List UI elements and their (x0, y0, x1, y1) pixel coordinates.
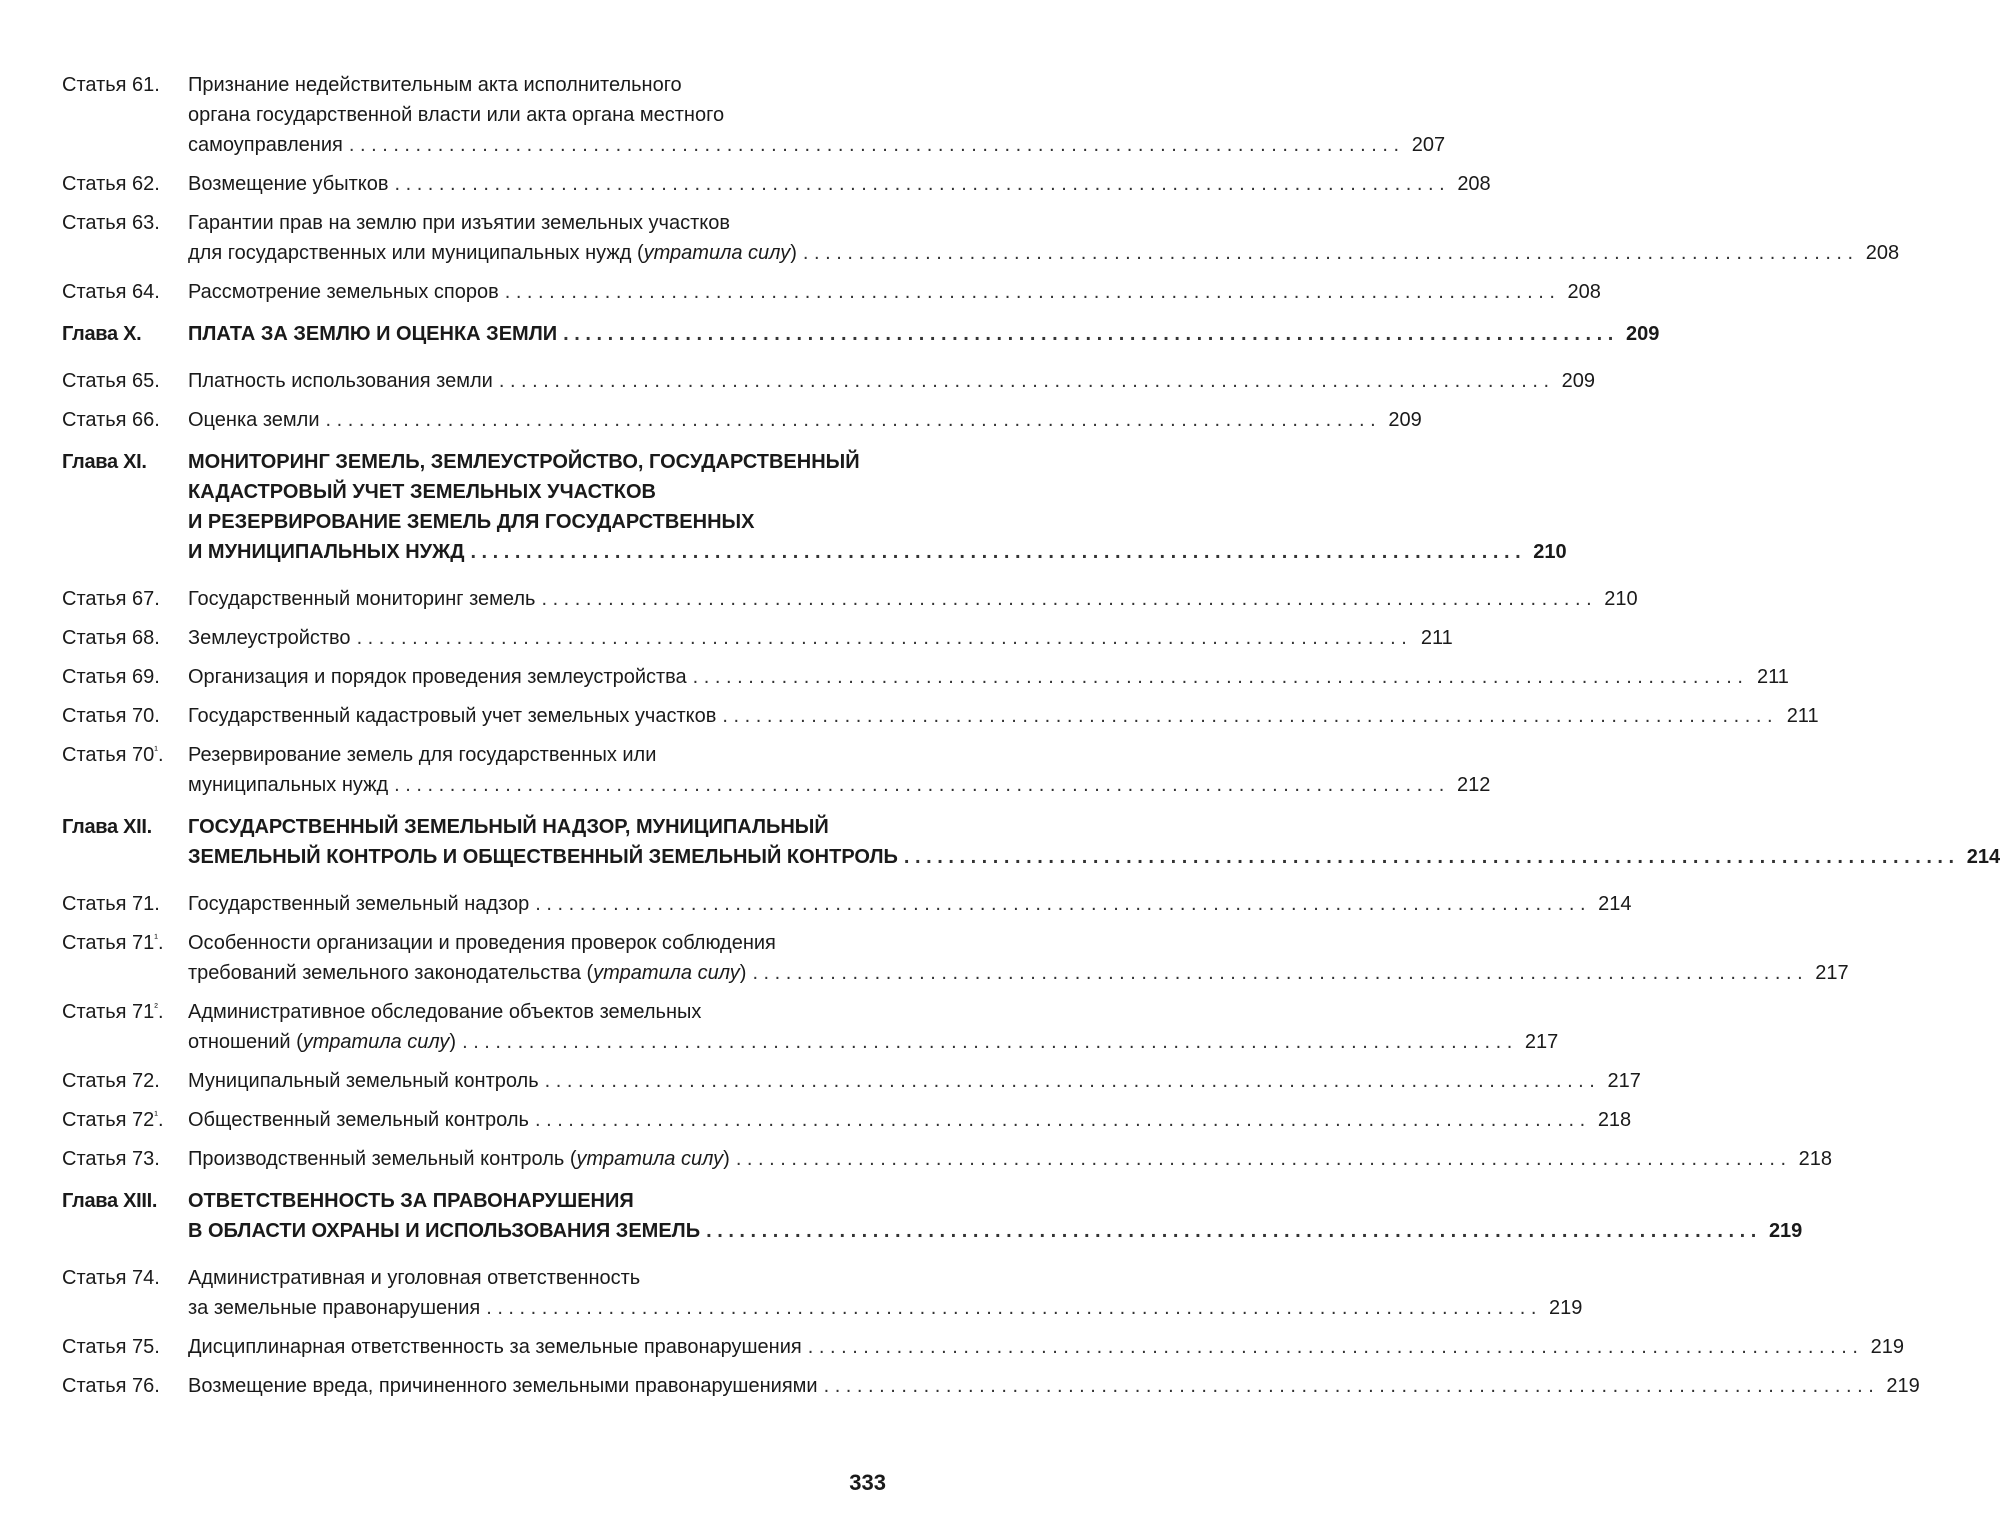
entry-body (188, 889, 1632, 919)
toc-article-entry (62, 1371, 1920, 1401)
entry-title-text: Административная и уголовная ответственность (188, 1267, 641, 1289)
entry-title-line (188, 812, 2000, 842)
dot-leader (470, 537, 1520, 567)
entry-page-number: 208 (1865, 242, 1900, 264)
entry-title-line (188, 319, 1659, 349)
toc-article-entry (62, 1144, 1833, 1174)
toc-article-entry (62, 405, 1422, 435)
entry-label: Статья 68. (62, 627, 160, 649)
entry-title-text: ЗЕМЕЛЬНЫЙ КОНТРОЛЬ И ОБЩЕСТВЕННЫЙ ЗЕМЕЛЬНЫЙ КОНТРОЛЬ (188, 846, 898, 868)
entry-title-text: Государственный земельный надзор (188, 893, 530, 915)
entry-title-line (188, 405, 1422, 435)
toc-chapter-entry (62, 1186, 1803, 1246)
entry-title-text: Признание недействительным акта исполнительного (188, 74, 682, 96)
toc-chapter-entry (62, 319, 1660, 349)
entry-title-line (188, 477, 1567, 507)
entry-title-text: самоуправления (188, 134, 343, 156)
entry-title-line (188, 1066, 1641, 1096)
entry-body (188, 447, 1567, 567)
entry-title-text: для государственных или муниципальных нужд (утратила силу) (188, 242, 797, 264)
entry-title-text: Муниципальный земельный контроль (188, 1070, 539, 1092)
entry-label: Статья $71^{^1}$. (62, 932, 164, 954)
entry-title-text: Особенности организации и проведения проверок соблюдения (188, 932, 776, 954)
entry-label: Статья $70^{^1}$. (62, 744, 164, 766)
entry-title-text: требований земельного законодательства (утратила силу) (188, 962, 747, 984)
entry-label: Статья 69. (62, 666, 160, 688)
entry-title-line (188, 740, 1490, 770)
entry-label: Статья 76. (62, 1375, 160, 1397)
dot-leader (486, 1293, 1536, 1323)
entry-title-line (188, 1186, 1802, 1216)
entry-body (188, 997, 1558, 1057)
toc-article-entry (62, 1066, 1641, 1096)
entry-page-number: 208 (1457, 173, 1491, 195)
entry-title-line (188, 770, 1490, 800)
entry-title-line (188, 100, 1445, 130)
dot-leader (904, 842, 1954, 872)
toc-article-entry (62, 584, 1638, 614)
entry-title-text: Возмещение вреда, причиненного земельными правонарушениями (188, 1375, 818, 1397)
entry-page-number: 219 (1768, 1220, 1803, 1242)
entry-label: Глава XIII. (62, 1190, 158, 1212)
dot-leader (535, 1105, 1585, 1135)
entry-title-line (188, 537, 1567, 567)
entry-body (188, 584, 1638, 614)
entry-body (188, 319, 1659, 349)
entry-title-line (188, 208, 1899, 238)
entry-page-number: 211 (1420, 627, 1453, 649)
entry-title-line (188, 997, 1558, 1027)
entry-title-line (188, 1263, 1582, 1293)
toc-article-entry (62, 1332, 1904, 1362)
entry-title-line (188, 1332, 1904, 1362)
entry-title-text: Общественный земельный контроль (188, 1109, 529, 1131)
entry-title-line (188, 1027, 1558, 1057)
entry-page-number: 217 (1607, 1070, 1641, 1092)
entry-title-line (188, 928, 1849, 958)
entry-page-number: 219 (1870, 1336, 1904, 1358)
entry-label: Статья 66. (62, 409, 160, 431)
entry-title-text: Организация и порядок проведения землеустройства (188, 666, 687, 688)
entry-page-number: 210 (1604, 588, 1638, 610)
toc-article-entry (62, 889, 1632, 919)
toc-article-entry (62, 1263, 1583, 1323)
entry-body (188, 928, 1849, 988)
entry-page-number: 214 (1598, 893, 1632, 915)
dot-leader (499, 366, 1549, 396)
entry-title-text: И МУНИЦИПАЛЬНЫХ НУЖД (188, 541, 465, 563)
toc-article-entry (62, 70, 1446, 160)
entry-label: Статья 70. (62, 705, 160, 727)
entry-title-text: Землеустройство (188, 627, 351, 649)
entry-title-line (188, 842, 2000, 872)
toc-article-entry (62, 366, 1596, 396)
entry-page-number: 210 (1533, 541, 1567, 563)
entry-title-line (188, 1371, 1920, 1401)
entry-page-number: 219 (1886, 1375, 1920, 1397)
toc-article-entry (62, 1105, 1632, 1135)
entry-title-line (188, 623, 1453, 653)
entry-label: Статья $71^{^2}$. (62, 1001, 164, 1023)
entry-body (188, 1186, 1802, 1246)
entry-page-number: 208 (1567, 281, 1601, 303)
entry-title-text: Гарантии прав на землю при изъятии земельных участков (188, 212, 730, 234)
entry-page-number: 207 (1411, 134, 1446, 156)
entry-title-text: И РЕЗЕРВИРОВАНИЕ ЗЕМЕЛЬ ДЛЯ ГОСУДАРСТВЕННЫХ (188, 511, 755, 533)
entry-body (188, 366, 1595, 396)
entry-label: Статья 67. (62, 588, 160, 610)
toc-article-entry (62, 701, 1819, 731)
entry-title-text: Возмещение убытков (188, 173, 389, 195)
entry-title-line (188, 1293, 1582, 1323)
dot-leader (752, 958, 1802, 988)
entry-body (188, 70, 1445, 160)
toc-article-entry (62, 928, 1849, 988)
dot-leader (394, 169, 1444, 199)
entry-page-number: 209 (1625, 323, 1660, 345)
entry-label: Статья 62. (62, 173, 160, 195)
entry-title-text: за земельные правонарушения (188, 1297, 481, 1319)
entry-page-number: 211 (1786, 705, 1819, 727)
entry-body (188, 277, 1601, 307)
dot-leader (505, 277, 1555, 307)
entry-title-text: МОНИТОРИНГ ЗЕМЕЛЬ, ЗЕМЛЕУСТРОЙСТВО, ГОСУДАРСТВЕННЫЙ (188, 451, 860, 473)
dot-leader (462, 1027, 1512, 1057)
dot-leader (808, 1332, 1858, 1362)
entry-title-line (188, 130, 1445, 160)
dot-leader (394, 770, 1444, 800)
dot-leader (325, 405, 1375, 435)
entry-label: Статья 72. (62, 1070, 160, 1092)
entry-title-line (188, 1216, 1802, 1246)
entry-title-text: органа государственной власти или акта органа местного (188, 104, 725, 126)
entry-title-line (188, 1144, 1832, 1174)
entry-label: Статья 71. (62, 893, 160, 915)
entry-title-text: Государственный мониторинг земель (188, 588, 536, 610)
entry-title-text: Административное обследование объектов земельных (188, 1001, 702, 1023)
entry-body (188, 1332, 1904, 1362)
entry-body (188, 1371, 1920, 1401)
entry-label: Статья 63. (62, 212, 160, 234)
entry-label: Статья 65. (62, 370, 160, 392)
entry-body (188, 405, 1422, 435)
dot-leader (824, 1371, 1874, 1401)
entry-page-number: 218 (1597, 1109, 1632, 1131)
entry-page-number: 212 (1457, 774, 1491, 796)
toc-chapter-entry (62, 812, 2000, 872)
entry-title-text: ГОСУДАРСТВЕННЫЙ ЗЕМЕЛЬНЫЙ НАДЗОР, МУНИЦИПАЛЬНЫЙ (188, 816, 829, 838)
entry-title-text: Резервирование земель для государственных или (188, 744, 657, 766)
toc-article-entry (62, 277, 1601, 307)
entry-body (188, 623, 1453, 653)
toc-article-entry (62, 208, 1900, 268)
entry-title-line (188, 958, 1849, 988)
entry-label: Статья $72^{^1}$. (62, 1109, 164, 1131)
entry-title-line (188, 277, 1601, 307)
entry-label: Статья 64. (62, 281, 160, 303)
entry-title-line (188, 701, 1819, 731)
table-of-contents (62, 70, 2000, 1410)
entry-body (188, 740, 1490, 800)
toc-article-entry (62, 997, 1559, 1057)
dot-leader (693, 662, 1743, 692)
entry-title-line (188, 366, 1595, 396)
toc-chapter-entry (62, 447, 1567, 567)
entry-title-line (188, 1105, 1631, 1135)
entry-body (188, 1105, 1631, 1135)
entry-title-text: В ОБЛАСТИ ОХРАНЫ И ИСПОЛЬЗОВАНИЯ ЗЕМЕЛЬ (188, 1220, 701, 1242)
entry-title-text: Производственный земельный контроль (утратила силу) (188, 1148, 730, 1170)
dot-leader (563, 319, 1613, 349)
entry-title-text: Государственный кадастровый учет земельных участков (188, 705, 717, 727)
entry-title-text: ОТВЕТСТВЕННОСТЬ ЗА ПРАВОНАРУШЕНИЯ (188, 1190, 634, 1212)
entry-title-text: КАДАСТРОВЫЙ УЧЕТ ЗЕМЕЛЬНЫХ УЧАСТКОВ (188, 481, 656, 503)
entry-title-line (188, 169, 1491, 199)
entry-label: Статья 75. (62, 1336, 160, 1358)
entry-title-text: Дисциплинарная ответственность за земельные правонарушения (188, 1336, 802, 1358)
dot-leader (545, 1066, 1595, 1096)
toc-article-entry (62, 623, 1453, 653)
entry-title-line (188, 238, 1899, 268)
entry-body (188, 208, 1899, 268)
entry-body (188, 1144, 1832, 1174)
entry-title-line (188, 507, 1567, 537)
entry-label: Статья 61. (62, 74, 160, 96)
dot-leader (736, 1144, 1786, 1174)
entry-body (188, 812, 2000, 872)
entry-body (188, 662, 1789, 692)
entry-body (188, 1066, 1641, 1096)
entry-title-line (188, 70, 1445, 100)
entry-body (188, 169, 1491, 199)
entry-title-line (188, 584, 1638, 614)
dot-leader (722, 701, 1772, 731)
entry-title-text: отношений (утратила силу) (188, 1031, 457, 1053)
entry-page-number: 217 (1524, 1031, 1559, 1053)
entry-page-number: 218 (1798, 1148, 1833, 1170)
entry-page-number: 209 (1561, 370, 1596, 392)
dot-leader (535, 889, 1585, 919)
entry-label: Глава XII. (62, 816, 152, 838)
entry-label: Глава X. (62, 323, 142, 345)
entry-title-line (188, 662, 1789, 692)
entry-page-number: 217 (1815, 962, 1849, 984)
entry-title-text: ПЛАТА ЗА ЗЕМЛЮ И ОЦЕНКА ЗЕМЛИ (188, 323, 558, 345)
dot-leader (541, 584, 1591, 614)
entry-title-text: Рассмотрение земельных споров (188, 281, 499, 303)
toc-article-entry (62, 169, 1491, 199)
toc-article-entry (62, 662, 1789, 692)
dot-leader (706, 1216, 1756, 1246)
entry-title-text: Платность использования земли (188, 370, 493, 392)
entry-page-number: 214 (1966, 846, 2000, 868)
entry-body (188, 701, 1819, 731)
dot-leader (357, 623, 1407, 653)
dot-leader (349, 130, 1399, 160)
entry-title-line (188, 889, 1632, 919)
entry-title-text: муниципальных нужд (188, 774, 389, 796)
toc-article-entry (62, 740, 1491, 800)
entry-title-text: Оценка земли (188, 409, 320, 431)
entry-title-line (188, 447, 1567, 477)
entry-label: Глава XI. (62, 451, 147, 473)
entry-page-number: 211 (1757, 666, 1789, 688)
entry-body (188, 1263, 1582, 1323)
entry-page-number: 219 (1549, 1297, 1583, 1319)
dot-leader (803, 238, 1853, 268)
page-number: 333 (849, 1470, 886, 1495)
entry-label: Статья 74. (62, 1267, 160, 1289)
entry-page-number: 209 (1388, 409, 1422, 431)
entry-label: Статья 73. (62, 1148, 160, 1170)
